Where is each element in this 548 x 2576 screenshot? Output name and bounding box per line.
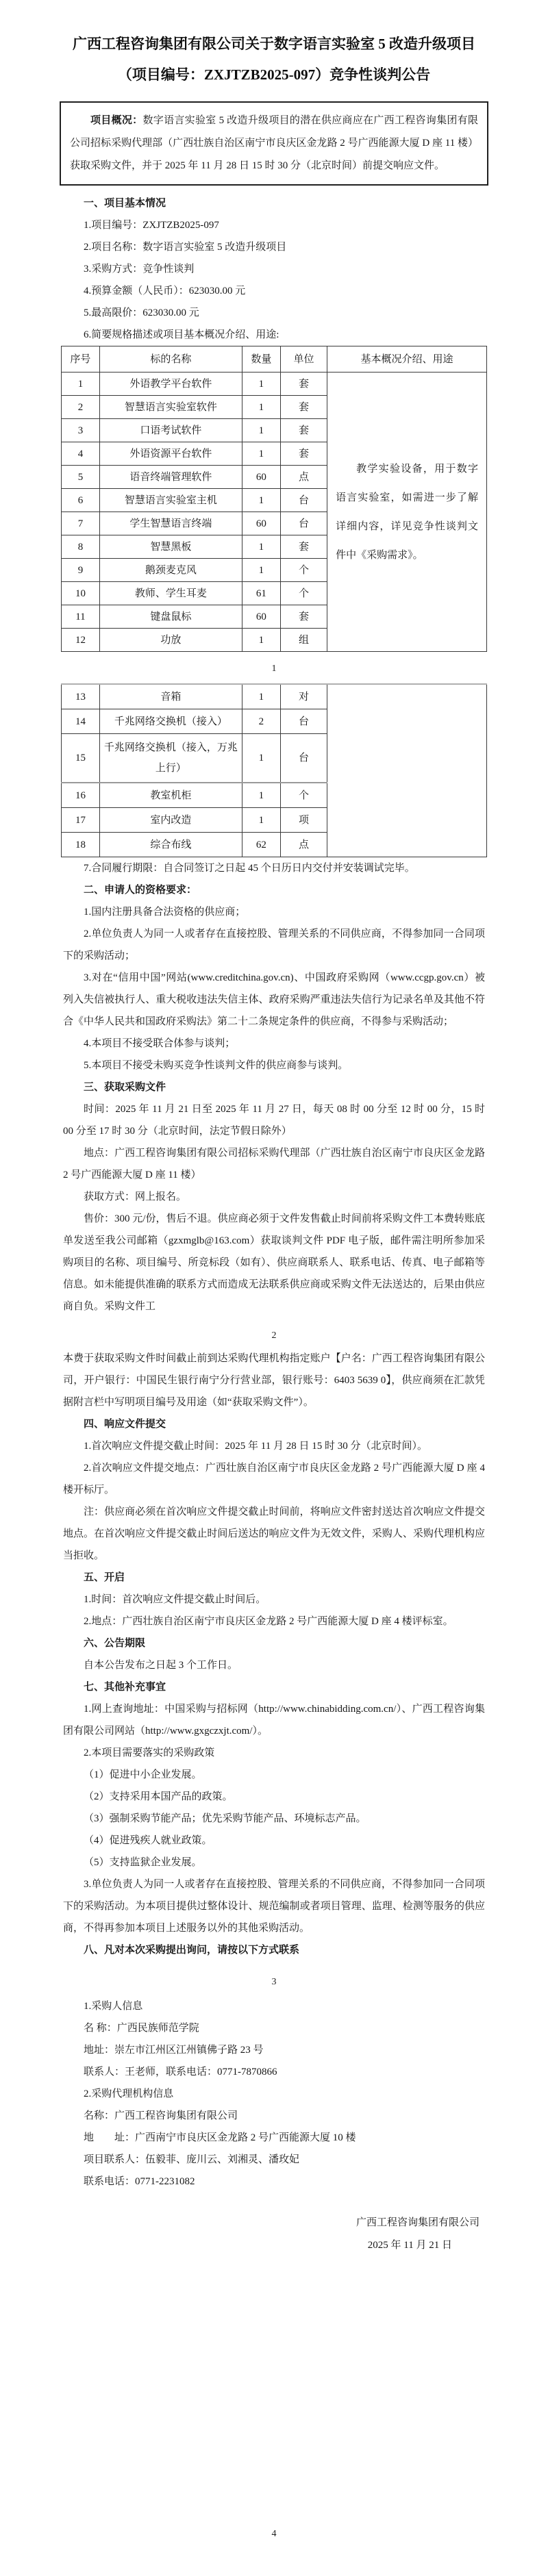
agency-phone-line: 联系电话：0771-2231082 xyxy=(84,2176,195,2187)
cell-unit: 个 xyxy=(280,783,327,808)
cell-qty: 1 xyxy=(242,442,280,466)
purchaser-info-heading: 1.采购人信息 xyxy=(84,2001,143,2012)
cell-no: 9 xyxy=(62,559,100,582)
cell-no: 16 xyxy=(62,783,100,808)
cell-unit: 套 xyxy=(280,442,327,466)
cell-no: 13 xyxy=(62,684,100,709)
purchaser-address-line: 地址：崇左市江州区江州镇佛子路 23 号 xyxy=(84,2045,264,2056)
section-3-heading: 三、获取采购文件 xyxy=(84,1082,166,1093)
document-price-continuation: 本费于获取采购文件时间截止前到达采购代理机构指定账户【户名：广西工程咨询集团有限公司，开户银行：中国民生银行南宁分行营业部，银行账号：6403 5639 0】，供应商须在汇款凭据附言栏中写明项目编号及用途（如“获取采购文件”）。 xyxy=(63,1353,485,1408)
cell-name: 智慧语言实验室主机 xyxy=(99,489,242,512)
purchaser-contact-line: 联系人：王老师，联系电话：0771-7870866 xyxy=(84,2067,277,2078)
document-price-line: 售价：300 元/份，售后不退。供应商必须于文件发售截止时间前将采购文件工本费转账底单发送至我公司邮箱（gzxmglb@163.com）获取谈判文件 PDF 电子版，邮件需注明所参加采购项目的名称、项目编号、所竞标段（如有）、供应商联系人、联系电话、传真、电子邮箱等信息。如未能提供准确的联系方式而造成无法联系供应商或采购文件无法送达的，后果由供应商自负。采购文件工 xyxy=(63,1213,485,1312)
cell-no: 18 xyxy=(62,833,100,857)
merged-description-cell: 教学实验设备，用于数字语言实验室，如需进一步了解详细内容，详见竞争性谈判文件中《采购需求》。 xyxy=(327,372,487,652)
cell-qty: 1 xyxy=(242,535,280,559)
cell-name: 千兆网络交换机（接入） xyxy=(99,709,242,734)
section-5-heading: 五、开启 xyxy=(84,1572,125,1583)
cell-qty: 1 xyxy=(242,629,280,652)
cell-no: 14 xyxy=(62,709,100,734)
col-header-no: 序号 xyxy=(62,346,100,372)
table-row xyxy=(62,684,487,709)
contract-period-line: 7.合同履行期限：自合同签订之日起 45 个日历日内交付并安装调试完毕。 xyxy=(84,863,415,874)
cell-qty: 2 xyxy=(242,709,280,734)
cell-unit: 项 xyxy=(280,808,327,833)
cell-name: 智慧语言实验室软件 xyxy=(99,396,242,419)
cell-name: 语音终端管理软件 xyxy=(99,466,242,489)
cell-name: 功放 xyxy=(99,629,242,652)
cell-no: 2 xyxy=(62,396,100,419)
signature-block xyxy=(63,2212,485,2257)
cell-qty: 1 xyxy=(242,419,280,442)
items-table-part-2 xyxy=(61,683,487,857)
cell-qty: 1 xyxy=(242,684,280,709)
cell-name: 外语资源平台软件 xyxy=(99,442,242,466)
procurement-method-line: 3.采购方式：竞争性谈判 xyxy=(84,264,195,275)
items-table-part-1 xyxy=(61,346,487,652)
cell-qty: 1 xyxy=(242,396,280,419)
opening-time-line: 1.时间：首次响应文件提交截止时间后。 xyxy=(84,1594,266,1605)
cell-unit: 组 xyxy=(280,629,327,652)
cell-name: 教师、学生耳麦 xyxy=(99,582,242,605)
policy-item: （4）促进残疾人就业政策。 xyxy=(84,1835,212,1846)
spec-intro-line: 6.简要规格描述或项目基本概况介绍、用途: xyxy=(84,329,279,340)
cell-qty: 61 xyxy=(242,582,280,605)
project-overview-paragraph xyxy=(70,110,478,177)
cell-no: 17 xyxy=(62,808,100,833)
document-time-line: 时间：2025 年 11 月 21 日至 2025 年 11 月 27 日，每天 08 时 00 分至 12 时 00 分，15 时 00 分至 17 时 30 分（北京时间，法定节假日除外） xyxy=(63,1104,485,1137)
col-header-unit: 单位 xyxy=(280,346,327,372)
agency-name-line: 名称：广西工程咨询集团有限公司 xyxy=(84,2110,238,2121)
cell-unit: 台 xyxy=(280,489,327,512)
cell-unit: 台 xyxy=(280,709,327,734)
cell-no: 1 xyxy=(62,372,100,396)
agency-info-heading: 2.采购代理机构信息 xyxy=(84,2088,174,2099)
col-header-qty: 数量 xyxy=(242,346,280,372)
table-row xyxy=(62,372,487,396)
document-method-line: 获取方式：网上报名。 xyxy=(84,1191,187,1202)
cell-qty: 60 xyxy=(242,512,280,535)
signature-company: 广西工程咨询集团有限公司 xyxy=(356,2217,480,2228)
cell-no: 6 xyxy=(62,489,100,512)
cell-unit: 台 xyxy=(280,512,327,535)
cell-unit: 对 xyxy=(280,684,327,709)
supplement-item: 3.单位负责人为同一人或者存在直接控股、管理关系的不同供应商，不得参加同一合同项下的采购活动。为本项目提供过整体设计、规范编制或者项目管理、监理、检测等服务的供应商，不得再参加本项目上述服务以外的其他采购活动。 xyxy=(63,1879,485,1934)
announcement-period-line: 自本公告发布之日起 3 个工作日。 xyxy=(84,1660,238,1671)
cell-no: 7 xyxy=(62,512,100,535)
policy-item: （1）促进中小企业发展。 xyxy=(84,1769,202,1780)
cell-name: 学生智慧语言终端 xyxy=(99,512,242,535)
response-place-line: 2.首次响应文件提交地点：广西壮族自治区南宁市良庆区金龙路 2 号广西能源大厦 D 座 4 楼开标厅。 xyxy=(63,1463,485,1495)
cell-name: 教室机柜 xyxy=(99,783,242,808)
cell-name: 音箱 xyxy=(99,684,242,709)
cell-no: 10 xyxy=(62,582,100,605)
online-query-line: 1.网上查询地址：中国采购与招标网（http://www.chinabidding.com.cn/）、广西工程咨询集团有限公司网站（http://www.gxgczxjt.com/）。 xyxy=(63,1704,485,1737)
cell-qty: 1 xyxy=(242,734,280,783)
cell-name: 键盘鼠标 xyxy=(99,605,242,629)
cell-no: 12 xyxy=(62,629,100,652)
policy-intro-line: 2.本项目需要落实的采购政策 xyxy=(84,1747,215,1758)
signature-date: 2025 年 11 月 21 日 xyxy=(367,2240,452,2251)
cell-no: 11 xyxy=(62,605,100,629)
qualification-item: 3.对在“信用中国”网站(www.creditchina.gov.cn)、中国政府采购网（www.ccgp.gov.cn）被列入失信被执行人、重大税收违法失信主体、政府采购严重违法失信行为记录名单及其他不符合《中华人民共和国政府采购法》第二十二条规定条件的供应商，不得参与采购活动； xyxy=(63,972,485,1027)
cell-qty: 62 xyxy=(242,833,280,857)
cell-unit: 个 xyxy=(280,582,327,605)
col-header-desc: 基本概况介绍、用途 xyxy=(327,346,487,372)
cell-qty: 1 xyxy=(242,559,280,582)
opening-place-line: 2.地点：广西壮族自治区南宁市良庆区金龙路 2 号广西能源大厦 D 座 4 楼评标室。 xyxy=(84,1616,453,1627)
document-place-line: 地点：广西工程咨询集团有限公司招标采购代理部（广西壮族自治区南宁市良庆区金龙路 2 号广西能源大厦 D 座 11 楼） xyxy=(63,1148,485,1180)
cell-name: 口语考试软件 xyxy=(99,419,242,442)
project-overview-box xyxy=(60,101,488,186)
response-note-line: 注：供应商必须在首次响应文件提交截止时间前，将响应文件密封送达首次响应文件提交地点。在首次响应文件提交截止时间后送达的响应文件为无效文件，采购人、采购代理机构应当拒收。 xyxy=(63,1506,485,1561)
section-6-heading: 六、公告期限 xyxy=(84,1638,146,1649)
project-overview-label: 项目概况： xyxy=(90,115,143,126)
cell-unit: 个 xyxy=(280,559,327,582)
policy-item: （2）支持采用本国产品的政策。 xyxy=(84,1791,233,1802)
section-4-heading: 四、响应文件提交 xyxy=(84,1419,166,1430)
section-1-heading: 一、项目基本情况 xyxy=(84,198,166,209)
cell-unit: 套 xyxy=(280,605,327,629)
price-ceiling-line: 5.最高限价：623030.00 元 xyxy=(84,307,199,318)
cell-unit: 台 xyxy=(280,734,327,783)
cell-name: 智慧黑板 xyxy=(99,535,242,559)
section-8-heading: 八、凡对本次采购提出询问，请按以下方式联系 xyxy=(84,1945,300,1956)
cell-qty: 1 xyxy=(242,489,280,512)
project-number-line: 1.项目编号：ZXJTZB2025-097 xyxy=(84,220,219,231)
cell-unit: 套 xyxy=(280,372,327,396)
budget-line: 4.预算金额（人民币）：623030.00 元 xyxy=(84,286,246,296)
cell-qty: 1 xyxy=(242,808,280,833)
agency-address-line: 地 址：广西南宁市良庆区金龙路 2 号广西能源大厦 10 楼 xyxy=(84,2132,356,2143)
qualification-item: 1.国内注册具备合法资格的供应商； xyxy=(84,907,246,918)
section-2-heading: 二、申请人的资格要求： xyxy=(84,885,197,896)
qualification-item: 2.单位负责人为同一人或者存在直接控股、管理关系的不同供应商，不得参加同一合同项下的采购活动； xyxy=(63,929,485,961)
cell-no: 5 xyxy=(62,466,100,489)
response-deadline-line: 1.首次响应文件提交截止时间：2025 年 11 月 28 日 15 时 30 分（北京时间）。 xyxy=(84,1441,427,1452)
cell-unit: 套 xyxy=(280,419,327,442)
document-title xyxy=(63,29,485,90)
cell-no: 4 xyxy=(62,442,100,466)
cell-no: 15 xyxy=(62,734,100,783)
cell-qty: 1 xyxy=(242,783,280,808)
section-7-heading: 七、其他补充事宜 xyxy=(84,1682,166,1693)
cell-qty: 60 xyxy=(242,466,280,489)
purchaser-name-line: 名 称：广西民族师范学院 xyxy=(84,2023,199,2034)
cell-no: 8 xyxy=(62,535,100,559)
cell-qty: 1 xyxy=(242,372,280,396)
cell-unit: 套 xyxy=(280,535,327,559)
cell-name: 鹅颈麦克风 xyxy=(99,559,242,582)
agency-contact-person-line: 项目联系人：伍毅菲、庞川云、刘湘灵、潘玫妃 xyxy=(84,2154,300,2165)
cell-name: 外语教学平台软件 xyxy=(99,372,242,396)
page-number-4: 4 xyxy=(271,2529,277,2539)
merged-empty-cell xyxy=(327,684,487,857)
cell-name: 千兆网络交换机（接入，万兆上行） xyxy=(99,734,242,783)
title-line-2: （项目编号：ZXJTZB2025-097）竞争性谈判公告 xyxy=(117,66,431,83)
cell-unit: 套 xyxy=(280,396,327,419)
cell-unit: 点 xyxy=(280,833,327,857)
title-line-1: 广西工程咨询集团有限公司关于数字语言实验室 5 改造升级项目 xyxy=(73,36,475,52)
cell-qty: 60 xyxy=(242,605,280,629)
policy-item: （3）强制采购节能产品；优先采购节能产品、环境标志产品。 xyxy=(84,1813,366,1824)
qualification-item: 4.本项目不接受联合体参与谈判； xyxy=(84,1038,236,1049)
project-overview-text: 数字语言实验室 5 改造升级项目的潜在供应商应在广西工程咨询集团有限公司招标采购代理部（广西壮族自治区南宁市良庆区金龙路 2 号广西能源大厦 D 座 11 楼）获取采购文件，并于 2025 年 11 月 28 日 15 时 30 分（北京时间）前提交响应文件。 xyxy=(70,115,478,171)
cell-name: 综合布线 xyxy=(99,833,242,857)
policy-item: （5）支持监狱企业发展。 xyxy=(84,1857,202,1868)
page-number-2: 2 xyxy=(271,1330,277,1341)
page-number-3: 3 xyxy=(271,1977,277,1987)
qualification-item: 5.本项目不接受未购买竞争性谈判文件的供应商参与谈判。 xyxy=(84,1060,349,1071)
col-header-name: 标的名称 xyxy=(99,346,242,372)
cell-unit: 点 xyxy=(280,466,327,489)
project-name-line: 2.项目名称：数字语言实验室 5 改造升级项目 xyxy=(84,242,287,253)
table-header-row xyxy=(62,346,487,372)
cell-name: 室内改造 xyxy=(99,808,242,833)
cell-no: 3 xyxy=(62,419,100,442)
page-number-1: 1 xyxy=(271,664,277,674)
